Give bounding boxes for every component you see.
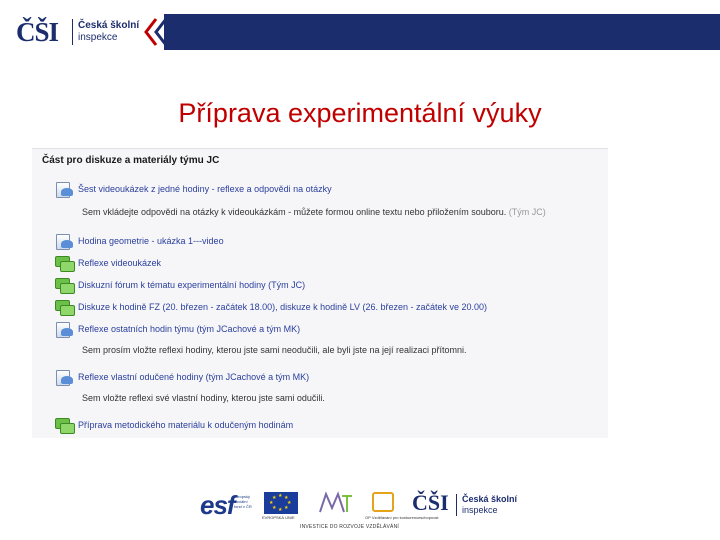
esf-logo-text [234, 494, 252, 509]
footer-csi-text [462, 494, 517, 516]
description-team: (Tým JC) [508, 207, 546, 217]
eu-flag-icon: ★ ★ ★ ★ ★ ★ ★ ★ [264, 492, 298, 514]
footer-csi-line1: Česká školní [462, 494, 518, 504]
forum-icon [54, 417, 78, 433]
forum-icon [54, 299, 78, 315]
item-description [82, 207, 546, 217]
list-item[interactable] [54, 255, 161, 271]
esf-logo: esf [200, 490, 235, 520]
forum-link[interactable]: Diskuze k hodině FZ (20. březen - začátek 18.00), diskuze k hodině LV (26. březen - začátek ve 20.00) [78, 302, 488, 312]
header-bar [0, 14, 720, 50]
forum-icon [54, 277, 78, 293]
document-icon [54, 181, 78, 197]
op-vk-caption: OP Vzdělávání pro konkurenceschopnost [365, 515, 439, 520]
header-blue-band [164, 14, 720, 50]
item-description: Sem vložte reflexi své vlastní hodiny, kterou jste sami odučili. [82, 393, 325, 403]
resource-link[interactable]: Šest videoukázek z jedné hodiny - reflexe a odpovědi na otázky [78, 184, 332, 194]
esf-text-line1: evropský [234, 494, 251, 499]
resource-link[interactable]: Reflexe vlastní odučené hodiny (tým JCachové a tým MK) [78, 372, 310, 382]
list-item[interactable] [54, 321, 300, 337]
eu-caption: EVROPSKÁ UNIE [262, 515, 295, 520]
list-item[interactable] [54, 181, 332, 197]
logo-text-line1: Česká školní [78, 20, 140, 31]
course-section-panel [32, 148, 608, 438]
forum-link[interactable]: Diskuzní fórum k tématu experimentální hodiny (Tým JC) [78, 280, 306, 290]
document-icon [54, 369, 78, 385]
document-icon [54, 233, 78, 249]
list-item[interactable] [54, 369, 309, 385]
esf-text-line2: sociální [234, 499, 248, 504]
logo-divider [72, 19, 73, 45]
csi-logo-mark: ČŠI [16, 17, 59, 47]
item-description: Sem prosím vložte reflexi hodiny, kterou jste sami neodučili, ale byli jste na její realizaci přítomni. [82, 345, 467, 355]
resource-link[interactable]: Hodina geometrie - ukázka 1---video [78, 236, 224, 246]
list-item[interactable] [54, 417, 293, 433]
footer-logo-divider [456, 494, 457, 516]
forum-link[interactable]: Příprava metodického materiálu k odučeným hodinám [78, 420, 294, 430]
csi-logo-text [78, 20, 139, 44]
forum-icon [54, 255, 78, 271]
document-icon [54, 321, 78, 337]
footer-csi-line2: inspekce [462, 505, 498, 515]
logo-text-line2: inspekce [78, 32, 118, 43]
op-vk-logo-icon [372, 492, 394, 512]
list-item[interactable] [54, 277, 305, 293]
footer-csi-mark: ČŠI [412, 490, 449, 515]
section-heading: Část pro diskuze a materiály týmu JC [42, 155, 220, 166]
slide-title: Příprava experimentální výuky [178, 98, 542, 128]
resource-link[interactable]: Reflexe ostatních hodin týmu (tým JCachové a tým MK) [78, 324, 301, 334]
list-item[interactable] [54, 299, 487, 315]
esf-text-line3: fond v ČR [234, 504, 252, 509]
description-text: Sem vkládejte odpovědi na otázky k videoukázkám - můžete formou online textu nebo přiložením souboru. [82, 207, 507, 217]
forum-link[interactable]: Reflexe videoukázek [78, 258, 162, 268]
list-item[interactable] [54, 233, 224, 249]
investice-caption: INVESTICE DO ROZVOJE VZDĚLÁVÁNÍ [300, 524, 399, 530]
msmt-logo-icon [318, 490, 354, 514]
footer-logos [200, 488, 520, 532]
